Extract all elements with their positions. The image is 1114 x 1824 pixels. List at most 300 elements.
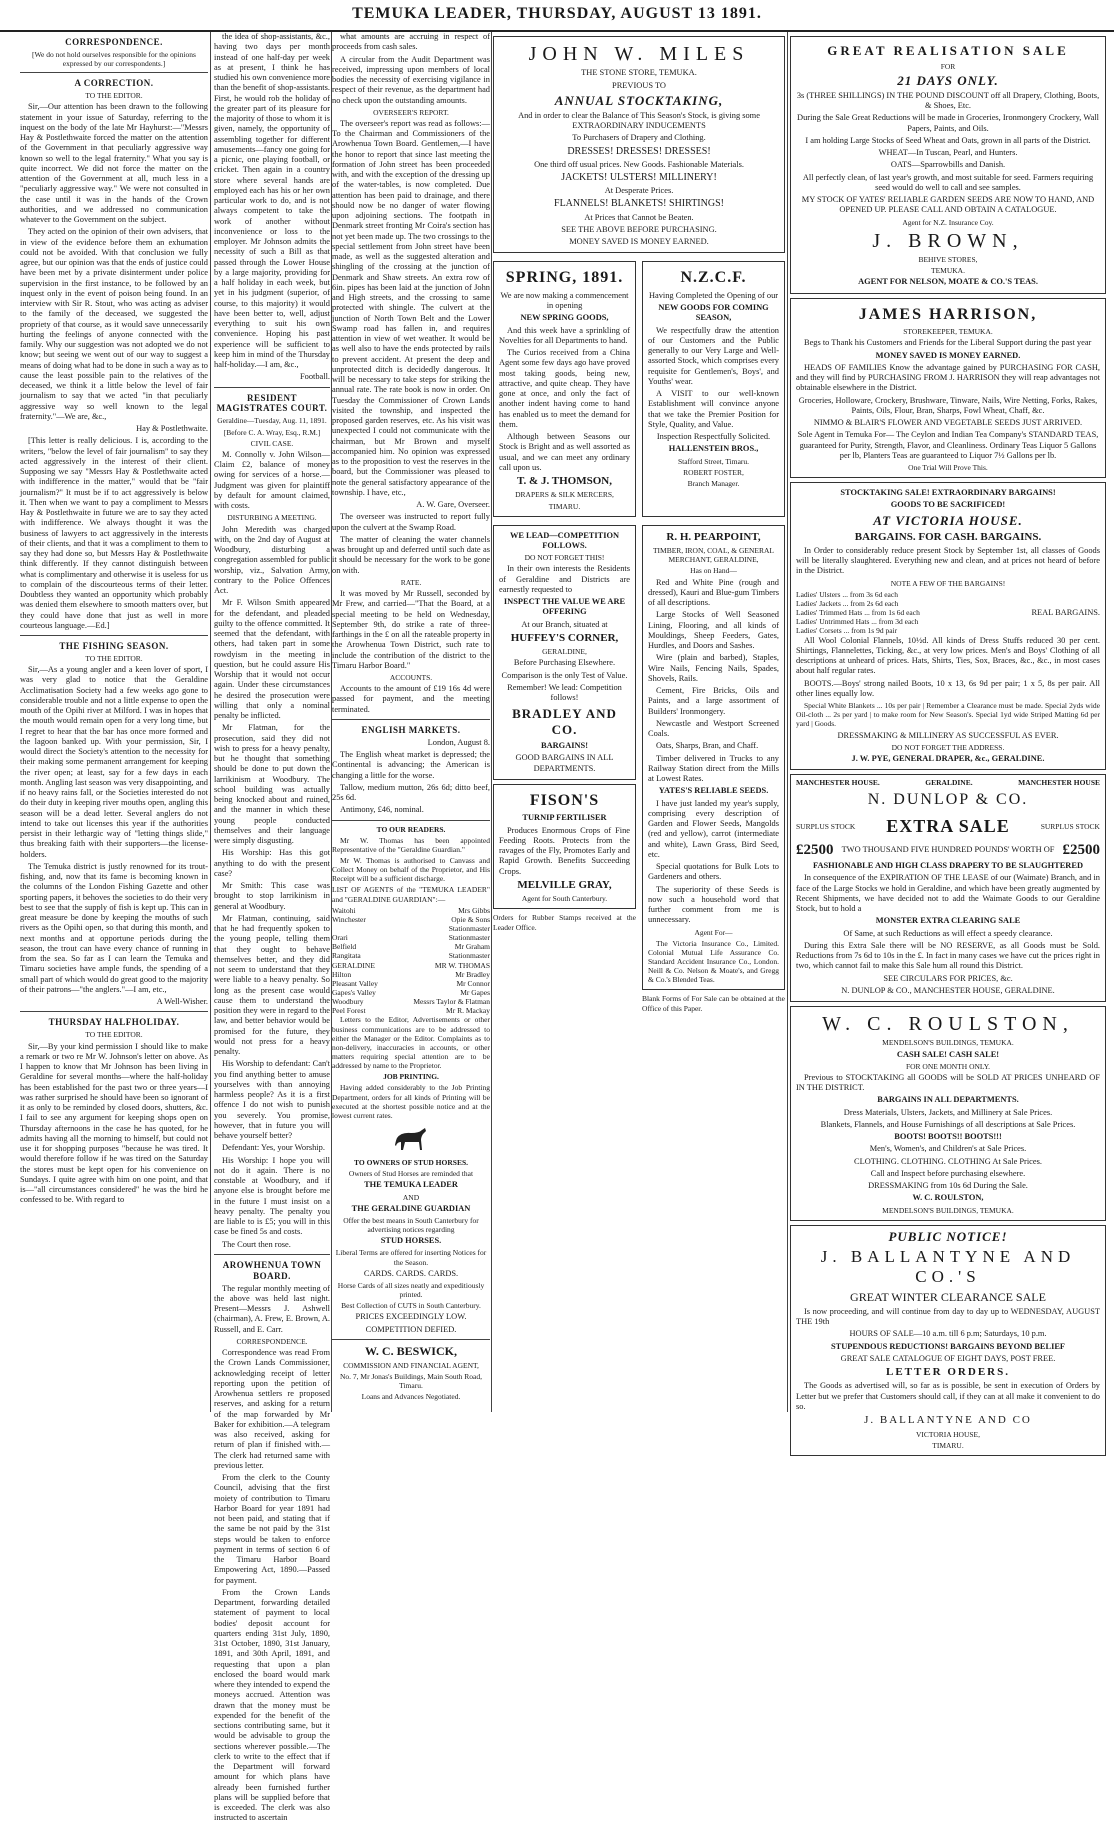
news-paragraph: Accounts to the amount of £19 16s 4d were passed for payment, and the meeting terminated. — [332, 684, 490, 714]
manchester-row — [796, 778, 1100, 787]
section-heading: RESIDENT MAGISTRATES COURT. — [216, 392, 328, 414]
letter-title: A CORRECTION. — [74, 78, 154, 89]
court-before: [Before C. A. Wray, Esq., R.M.] — [223, 427, 321, 437]
news-paragraph: From the clerk to the County Council, advising that the first moiety of contribution to Timaru Harbor Board for year 1891 had not been paid, and stating that if the same be not paid by the 31st steps would be taken to enforce payment in terms of section 6 of the Timaru Harbor Board Empowering Act, 1890.—Passed for payment. — [214, 1473, 330, 1585]
stud-heading: TO OWNERS OF STUD HORSES. — [354, 1158, 468, 1167]
ad-text: DRESSMAKING from 10s 6d During the Sale. — [868, 1181, 1028, 1191]
ad-text: Remember! We lead: Competition follows! — [507, 682, 622, 703]
letter-paragraph: Sir,—By your kind permission I should like to make a remark or two re Mr W. Johnson's letter on above. As I happen to know that Mr Johnson has been living in Geraldine for several months—where the half-holiday has been established for the past two or three years—I was rather surprised he should have been so ignorant of it as only to be reminded by closed doors, shutters, &c. I fail to see any argument for keeping shops open on Thursday afternoons in the case he has quoted, for he admits having all the morning to himself, but could not use it for shopping purposes "because he was tired. It would therefore follow if he was tired on the Saturday the stores must be kept open for his convenience on Sundays. I quite agree with him on one point, and that is—"all circumstances considered" he was the bird he confessed to be. With regard to — [20, 1041, 208, 1205]
bargain-item — [796, 599, 920, 608]
ad-text: One Trial Will Prove This. — [908, 463, 988, 473]
ad-headline: STOCKTAKING SALE! EXTRAORDINARY BARGAINS! — [840, 488, 1056, 498]
agent-row — [332, 970, 490, 979]
stud-text: CARDS. CARDS. CARDS. — [363, 1268, 459, 1278]
agent-name: MR W. THOMAS — [434, 960, 490, 970]
divider — [214, 387, 330, 388]
ad-text: INSPECT THE VALUE WE ARE OFFERING — [503, 597, 626, 617]
ad-text: Blankets, Flannels, and House Furnishings of all descriptions at Sale Prices. — [820, 1119, 1076, 1129]
stud-text: Offer the best means in South Canterbury for advertising notices regarding — [343, 1215, 479, 1235]
ad-text: TURNIP FERTILISER — [522, 813, 607, 823]
agent-place: Pleasant Valley — [332, 978, 378, 988]
news-paragraph: The Court then rose. — [222, 1239, 291, 1249]
ad-text: MONEY SAVED IS MONEY EARNED. — [569, 237, 709, 247]
ad-miles — [493, 36, 785, 253]
ad-text: Branch Manager. — [687, 478, 740, 488]
ad-text: Special quotations for Bulk Lots to Gardeners and others. — [648, 862, 779, 882]
agent-place: GERALDINE — [332, 960, 375, 970]
ad-text: FASHIONABLE AND HIGH CLASS DRAPERY TO BE SLAUGHTERED — [812, 861, 1083, 871]
ad-text: Red and White Pine (rough and dressed), Kauri and Blue-gum Timbers of all descriptions. — [648, 577, 779, 608]
divider — [332, 719, 490, 720]
ad-victoria-house — [790, 482, 1106, 770]
ad-text: DRESSMAKING & MILLINERY AS SUCCESSFUL AS EVER. — [837, 730, 1059, 740]
divider — [20, 635, 208, 636]
stud-text: Owners of Stud Horses are reminded that — [348, 1169, 474, 1179]
ad-text: AGENT FOR NELSON, MOATE & CO.'S TEAS. — [858, 277, 1038, 287]
ad-text: WHEAT—In Tuscan, Pearl, and Hunters. — [878, 148, 1018, 158]
agents-title: LIST OF AGENTS of the "TEMUKA LEADER" and "GERALDINE GUARDIAN":— — [332, 885, 490, 904]
ad-headline: WE LEAD—COMPETITION FOLLOWS. — [509, 530, 620, 551]
ads-right — [642, 521, 785, 1015]
ad-text: Loans and Advances Negotiated. — [361, 1391, 461, 1401]
ad-text: Groceries, Holloware, Crockery, Brushware, Tinware, Nails, Wire Netting, Forks, Rakes, Paints, Oils, Flour, Bran, Sharps, Fowl Wheat, Chaff, &c. — [798, 395, 1098, 415]
letter-to: TO THE EDITOR. — [85, 654, 143, 664]
agent-place: Hilton — [332, 969, 352, 979]
ad-text: In Order to considerably reduce present Stock by September 1st, all classes of Goods will be literally slaughtered. Everything new and clean, and at prices not heard of before in the District. — [796, 545, 1100, 576]
letter-paragraph: The Temuka district is justly renowned for its trout-fishing, and, now that its fame is becoming known in the columns of the London Fishing Gazette and other sporting papers, it behoves the societies to do their very best to see that the supply of fish is kept up. This can in great measure be done by keeping the mouths of such rivers as the Opihi open, so that during this month, and next months and at opportune periods during the season, the trout can have every chance of running in from the sea. So far as I can learn the Temuka and Timaru societies have ample funds, the spending of a small part of which would do great good to the majority of their patrons—"the anglers."—I am, etc., — [20, 861, 208, 994]
stud-text: Horse Cards of all sizes neatly and expeditiously printed. — [337, 1280, 485, 1300]
column-rule — [210, 32, 211, 1412]
ad-text: The superiority of these Seeds is now such a household word that further comment from me is unnecessary. — [648, 884, 779, 925]
leader-dots: ... — [862, 608, 872, 618]
ad-pearpoint — [642, 525, 785, 991]
stud-text: AND — [402, 1192, 420, 1202]
stud-text: THE GERALDINE GUARDIAN — [351, 1203, 471, 1213]
ad-text: MENDELSON'S BUILDINGS, TEMUKA. — [882, 1205, 1014, 1215]
stud-text: PRICES EXCEEDINGLY LOW. — [355, 1312, 467, 1322]
news-paragraph: M. Connolly v. John Wilson—Claim £2, balance of money owing for services of a horse.—Judgment was given for plaintiff by default for amount claimed, with costs. — [214, 449, 330, 511]
advertiser-name: SPRING, 1891. — [505, 269, 624, 287]
ad-text: TIMARU. — [932, 1440, 964, 1450]
agent-place: Winchester — [332, 914, 366, 924]
agent-name: Mr R. Mackay — [446, 1006, 490, 1016]
ad-text: TWO THOUSAND FIVE HUNDRED POUNDS' WORTH OF — [841, 844, 1055, 854]
news-paragraph: His Worship: I hope you will not do it again. There is no constable at Woodbury, and if anyone else is brought before me in the future I must insist on a heavy penalty. The penalty you are liable to is £5; you will in this case be fined 5s and costs. — [214, 1155, 330, 1237]
ad-text: Previous to STOCKTAKING all GOODS will be SOLD AT PRICES UNHEARD OF IN THE DISTRICT. — [796, 1072, 1100, 1093]
ad-headline: BARGAINS. FOR CASH. BARGAINS. — [854, 530, 1042, 543]
leader-dots: ... — [869, 617, 879, 627]
ad-text: In their own interests the Residents of Geraldine and Districts are earnestly requested to — [499, 564, 630, 594]
ad-text: NEW SPRING GOODS, — [520, 313, 609, 323]
advertiser-name: W. C. ROULSTON, — [822, 1013, 1074, 1036]
ad-headline: GOODS TO BE SACRIFICED! — [890, 500, 1006, 510]
agent-place: Peel Forest — [332, 1006, 366, 1016]
ad-text: ROBERT FOSTER, — [683, 467, 744, 477]
editor-note: [This letter is really delicious. I is, according to the writers, "below the level of fair journalism" to say they acted aggressively in the interest of their client. Supposing we say "Messrs Hay & Postlethwaite acted with indifference in the matter," would that be "fair journalism?" It must be if to act aggressively is below it. Then when we want to pay a compliment to Messrs Hay & Postlethwaite in future we are to say they acted with indifference. We always thought it was the business of lawyers to act aggressively in the interests of their clients, and that it was a compliment to them to say they had done so, but Messrs Hay & Postlethwaite think differently. If they cannot distinguish between what is complimentary and otherwise it is useless for us to complain of the discourteous terms of their letter. Doubtless they wanted an opportunity which probably was denied them elsewhere to smooth matters over, but they could have done that just as well in more courteous language.—Ed.] — [20, 436, 208, 630]
letter-paragraph: the idea of shop-assistants, &c., having two days per month instead of one half-day per week as at present, I think he has studied his own convenience more than the benefit of shop-assistants. First, he would rob the holiday of the greater part of its pleasure for the majority of those to whom it is given, namely, the opportunity of assembling together for different amusements—fancy one going for a picnic, one playing football, or cricket. Then again in a country store where several hands are employed each has his or her own particular work to do, and is not always competent to take the work of another without inconvenience or loss to the employer. Mr Johnson admits the necessity of such a Bill as that passed through the Lower House by a large majority, providing for a half holiday in each week, but yet in his judgment (superior, of course, to this majority) it would have been better to, well, adjust everything to suit his own convenience. Hoping his past experience will be sufficient to keep him in mind of the Thursday half-holiday.—I am, &c., — [214, 32, 330, 369]
report-signature: A. W. Gare, Overseer. — [416, 500, 490, 510]
advertiser-name: N. DUNLOP & CO. — [867, 791, 1029, 809]
ad-text: At Prices that Cannot be Beaten. — [584, 212, 694, 222]
ad-text: SEE THE ABOVE BEFORE PURCHASING. — [561, 224, 717, 234]
ad-text: Men's, Women's, and Children's at Sale Prices. — [869, 1144, 1027, 1154]
ad-text: Although between Seasons our Stock is Bright and as well assorted as usual, and we can meet any ordinary call upon us. — [499, 432, 630, 472]
ad-text: And this week have a sprinkling of Novelties for all Departments to hand. — [499, 325, 630, 345]
ad-text: HUFFEY'S CORNER, — [510, 631, 619, 644]
ad-text: DRESSES! DRESSES! DRESSES! — [567, 145, 711, 157]
ad-text: At our Branch, situated at — [521, 619, 608, 629]
news-paragraph: Mr Smith: This case was brought to stop larrikinism in general at Woodbury. — [214, 881, 330, 911]
divider — [332, 1339, 490, 1340]
ad-text: MY STOCK OF YATES' RELIABLE GARDEN SEEDS ARE NOW TO HAND, AND OPENED UP. PLEASE CALL AND OBTAIN A CATALOGUE. — [801, 195, 1095, 215]
ad-text: HEADS OF FAMILIES Know the advantage gained by PURCHASING FOR CASH, and they will find by PURCHASING FROM J. HARRISON they will reap advantages not obtainable elsewhere in the District. — [796, 362, 1100, 393]
ad-text: And in order to clear the Balance of This Season's Stock, is giving some EXTRAORDINARY INDUCEMENTS — [518, 110, 760, 130]
advertiser-name: HALLENSTEIN BROS., — [668, 444, 759, 454]
ad-brown — [790, 36, 1106, 294]
advertiser-name: JOHN W. MILES — [528, 43, 750, 65]
notice-paragraph: Letters to the Editor, Advertisements or other business communications are to be addressed to either the Manager or the Editor. Complaints as to non-delivery, inaccuracies in accounts, or other matters requiring special attention are to be addressed by name to the Proprietor. — [332, 1015, 490, 1071]
divider — [332, 820, 490, 821]
news-paragraph: His Worship to defendant: Can't you find anything better to amuse yourselves with than annoying harmless people? As it is a first offence I do not wish to punish you severely. You promise, however, that in future you will behave yourself better? — [214, 1059, 330, 1140]
ad-text: YATES'S RELIABLE SEEDS. — [658, 786, 769, 796]
agents-list — [332, 906, 490, 1016]
advertiser-name: N.Z.C.F. — [680, 269, 747, 287]
ad-text: During the Sale Great Reductions will be made in Groceries, Ironmongery Crockery, Wall Papers, Paints, and Oils. — [797, 113, 1099, 133]
news-paragraph: The overseer's report was read as follows:—To the Chairman and Commissioners of the Arowhenua Town Board. Gentlemen,—I have the honor to report that since last meeting the formation of John street has been proceeded with, and with the exception of the dressing up of the water-tables, is now completed. Due attention has been paid to drainage, and there should now be no danger of water flowing upon adjoining sections. The footpath in Denmark street fronting Mr Coira's section has not yet been made up. The two crossings to the special settlement from John street have been made, as well as the suggested alteration and shingling of the crossing at the junction of Denmark and Shaw streets. An extra row of 6in. pipes has been laid at the junction of John and High streets, and the crossing to same protected with shingle. The culvert at the junction of North Town Belt and the Lower Swamp road has fallen in, and requires attention in view of wet weather. It would be as well also to have the ends protected by rails to prevent accident. At present the deep and unprotected ditch is decidedly dangerous. It will be necessary to take steps for striking the annual rate. The rate book is now in order. On Tuesday the Commissioner of Crown Lands visited the township, and inspected the proposed garden reserves, etc. As his visit was unexpected I could not communicate with the chairman, but Mr Brown and myself accompanied him. No opinion was expressed as to the proposition to vest the reserves in the board, but the Commissioner was pleased to note the general satisfactory appearance of the township. I have, etc., — [332, 118, 490, 497]
subheading: CORRESPONDENCE. — [236, 1336, 308, 1346]
section-heading: CORRESPONDENCE. — [65, 37, 163, 47]
ad-text: Cement, Fire Bricks, Oils and Paints, and a large assortment of Builders' Ironmongery. — [648, 686, 779, 716]
ad-text: The Victoria Insurance Co., Limited. Colonial Mutual Life Assurance Co. Standard Accident Insurance Co., London. Neill & Co. Nelson & Moate's, and Gregg & Co.'s Blended Teas. — [648, 938, 779, 985]
notice-paragraph: Having added considerably to the Job Printing Department, orders for all kinds of Printing will be executed at the shortest possible notice and at the lowest current rates. — [332, 1083, 490, 1120]
ad-text: Has on Hand— — [690, 566, 737, 576]
agent-row — [332, 915, 490, 924]
section-heading: AROWHENUA TOWN BOARD. — [222, 1259, 322, 1281]
ad-dunlop — [790, 774, 1106, 1002]
news-paragraph: From the Crown Lands Department, forwarding detailed statement of payment to local bodies' deposit account for quarters ending 31st July, 1890, 31st October, 1890, 31st January, 1891, and 30th April, 1891, and requesting that upon a plan enclosed the board would mark where they intended to expend the moneys accrued. Attention was drawn that the money must be expended for the benefit of the sections contributing same, but it would be advisable to group the sections wherever possible.—The clerk to write to the effect that if the Department will forward amount for which plans have already been furnished further plans will be supplied before that is exceeded. The clerk was also instructed to ascertain — [214, 1587, 330, 1823]
ad-text: OATS—Sparrowbills and Danish. — [890, 160, 1006, 170]
news-paragraph: It was moved by Mr Russell, seconded by Mr Frew, and carried—"That the Board, at a special meeting to be held on Wednesday, September 9th, do strike a rate of three-farthings in the £ on all the rateable property in the Arowhenua Town District, such rate to include the contribution of the district to the Timaru Harbor Board." — [332, 589, 490, 670]
bargain-item-price: from 2s 6d each — [850, 599, 899, 609]
ad-text: Wire (plain and barbed), Staples, Wire Nails, Fencing Nails, Spades, Shovels, Rails. — [648, 653, 779, 683]
masthead: TEMUKA LEADER, THURSDAY, AUGUST 13 1891. — [0, 0, 1114, 32]
ad-text: COMMISSION AND FINANCIAL AGENT, — [343, 1360, 479, 1370]
bargain-item-price: from 1s 6d each — [871, 608, 920, 618]
news-paragraph: John Meredith was charged with, on the 2nd day of August at Woodbury, disturbing a congregation assembled for public worship, viz., Salvation Army, contrary to the Police Offences Act. — [214, 524, 330, 595]
ad-text: Of Same, at such Reductions as will effect a speedy clearance. — [843, 928, 1053, 938]
dateline: London, August 8. — [427, 737, 490, 747]
news-paragraph: The overseer was instructed to report fully upon the culvert at the Swamp Road. — [332, 512, 490, 532]
row-item: SURPLUS STOCK — [1040, 822, 1100, 832]
advertiser-name: BRADLEY AND CO. — [512, 706, 617, 738]
news-paragraph: A circular from the Audit Department was received, impressing upon members of local bodies the necessity of exercising vigilance in respect of their revenue, as the department had no check upon the outstanding amounts. — [332, 54, 490, 105]
notice: Blank Forms of For Sale can be obtained at the Office of this Paper. — [642, 994, 785, 1013]
ad-text: BEHIVE STORES, — [918, 255, 978, 265]
ad-text: N. DUNLOP & CO., MANCHESTER HOUSE, GERALDINE. — [841, 985, 1055, 995]
row-item: MANCHESTER HOUSE — [1018, 778, 1100, 788]
ad-text: HOURS OF SALE—10 a.m. till 6 p.m; Saturdays, 10 p.m. — [849, 1329, 1047, 1339]
ad-text: Stafford Street, Timaru. — [677, 456, 750, 466]
bargain-item-price: from 1s 9d pair — [851, 626, 898, 636]
bargain-item-price: from 3d each — [878, 617, 919, 627]
bargain-item-name: Ladies' Trimmed Hats — [796, 608, 863, 618]
subheading: ACCOUNTS. — [389, 673, 433, 683]
ad-headline: GREAT WINTER CLEARANCE SALE — [850, 1290, 1046, 1305]
stud-text: COMPETITION DEFIED. — [365, 1324, 457, 1334]
ad-text: BARGAINS! — [541, 741, 588, 751]
advertiser-name: FISON'S — [529, 791, 600, 809]
ad-text: PREVIOUS TO — [612, 80, 666, 90]
agent-place: Gapes's Valley — [332, 988, 376, 998]
ad-headline: LETTER ORDERS. — [886, 1366, 1010, 1379]
agent-place: Rangitata — [332, 951, 361, 961]
ad-text: MONEY SAVED IS MONEY EARNED. — [875, 350, 1021, 360]
ad-hallenstein — [642, 261, 785, 516]
ad-text: Is now proceeding, and will continue from day to day up to WEDNESDAY, AUGUST THE 19th — [796, 1306, 1100, 1327]
agent-name: Stationmaster — [448, 933, 490, 943]
leader-dots: ... — [841, 626, 852, 636]
agent-row — [332, 997, 490, 1006]
ad-text: Oats, Sharps, Bran, and Chaff. — [656, 741, 759, 751]
column-correspondence — [20, 32, 208, 1412]
ad-headline: EXTRA SALE — [886, 815, 1010, 836]
ad-text: GERALDINE, — [542, 647, 587, 657]
letter-to: TO THE EDITOR. — [85, 91, 143, 101]
ad-text: I am holding Large Stocks of Seed Wheat and Oats, grown in all parts of the District. — [805, 135, 1091, 145]
ad-text: The Curios received from a China Agent some few days ago have proved most taking goods, being new, attractive, and quite cheap. They have gone at once, and only the fact of another indent having come to hand has enabled us to meet the demand for them. — [499, 348, 630, 429]
amount-row — [796, 841, 1100, 859]
agent-name: Messrs Taylor & Flatman — [413, 997, 490, 1007]
stud-text: STUD HORSES. — [380, 1236, 442, 1246]
bargain-item — [796, 590, 920, 599]
ad-text: Begs to Thank his Customers and Friends for the Liberal Support during the past year — [804, 338, 1092, 348]
row-item: MANCHESTER HOUSE. — [796, 778, 880, 788]
notice-paragraph: Mr W. Thomas has been appointed Representative of the "Geraldine Guardian." — [332, 835, 490, 854]
bargain-item — [796, 608, 920, 617]
agent-row — [332, 906, 490, 915]
advertiser-name: W. C. ROULSTON, — [912, 1193, 984, 1203]
ad-text: At Desperate Prices. — [604, 186, 674, 196]
ad-text: THE STONE STORE, TEMUKA. — [581, 68, 697, 78]
news-paragraph: Mr Flatman, for the prosecution, said they did not wish to press for a heavy penalty, but he thought that something should be done to put down the larrikinism at Woodbury. The school building was actually being knocked about and ruined, and the manner in which these young people conducted themselves and their language were simply disgusting. — [214, 723, 330, 845]
ad-text: BOOTS.—Boys' strong nailed Boots, 10 x 13, 6s 9d per pair; 1 x 5, 8s per pair. All other lines equally low. — [796, 678, 1100, 698]
bargain-list — [796, 590, 920, 636]
subheading: CIVIL CASE. — [250, 438, 294, 448]
agent-row — [332, 942, 490, 951]
agent-name: Opie & Sons — [451, 914, 490, 924]
ad-huffey — [493, 525, 636, 780]
leader-dots: ... — [840, 589, 850, 599]
ad-text: During this Extra Sale there will be NO RESERVE, as all Goods must be Sold. Reductions from 7s 6d to 10s in the £. In fact in many cases we have cut the prices right in two, which cannot fail to make this Sale hum all round this District. — [796, 940, 1100, 971]
ad-text: Agent for N.Z. Insurance Coy. — [902, 217, 994, 227]
ad-text: FOR — [940, 61, 956, 71]
ad-text: To Purchasers of Drapery and Clothing. — [572, 133, 706, 143]
bargain-item-name: Ladies' Ulsters — [796, 589, 841, 599]
bargain-item-name: Ladies' Jackets — [796, 599, 841, 609]
bargain-item — [796, 617, 920, 626]
ad-text: 3s (THREE SHILLINGS) IN THE POUND DISCOUNT off all Drapery, Clothing, Boots, & Shoes, Etc. — [796, 90, 1100, 111]
ad-text: FOR ONE MONTH ONLY. — [905, 1061, 991, 1071]
row-item: SURPLUS STOCK — [796, 822, 856, 832]
advertiser-name: W. C. BESWICK, — [365, 1343, 457, 1358]
news-paragraph: The matter of cleaning the water channels was brought up and deferred until such date as it should be necessary for the work to be gone on with. — [332, 534, 490, 575]
ad-text: NIMMO & BLAIR'S FLOWER AND VEGETABLE SEEDS JUST ARRIVED. — [813, 418, 1083, 428]
disclaimer: [We do not hold ourselves responsible for the opinions expressed by our correspondents.] — [32, 49, 196, 69]
advertiser-name: J. BALLANTYNE AND CO — [864, 1414, 1032, 1427]
ad-headline: MONSTER EXTRA CLEARING SALE — [875, 916, 1021, 926]
divider — [20, 72, 208, 73]
agent-row — [332, 961, 490, 970]
subheading: RATE. — [400, 577, 422, 587]
section-heading: JOB PRINTING. — [383, 1072, 439, 1082]
ad-text: Agent For— — [694, 927, 733, 937]
letter-paragraph: Sir,—Our attention has been drawn to the following statement in your issue of Saturday, referring to the inquest on the body of the late Mr Hayhurst:—"Messrs Hay & Postlethwaite forced the matter on the attention of the Government in that peculiarly aggressive way known so well to the legal fraternity." What you say is quite incorrect. We did not force the matter on the attention of the Government at all, much less in a "peculiarly aggressive way." We were not consulted in the case until it was in the hands of the Crown authorities, and we addressed no communication whatever to the Government on the subject. — [20, 102, 208, 225]
ad-text: One third off usual prices. New Goods. Fashionable Materials. — [534, 159, 744, 169]
stud-text: Best Collection of CUTS in South Canterbury. — [341, 1301, 481, 1311]
ad-text: GREAT SALE CATALOGUE OF EIGHT DAYS, POST FREE. — [840, 1353, 1056, 1363]
ad-text: Produces Enormous Crops of Fine Feeding Roots. Protects from the ravages of the Fly, Promotes Early and Rapid Growth. Benefits Succeeding Crops. — [499, 825, 630, 876]
letter-paragraph: They acted on the opinion of their own advisers, that in view of the evidence before them an exhumation could not be avoided. With that conclusion we fully agree, but our opinion was that the ends of justice could have been met by a private disinterment under police supervision in the first instance, to be followed by an inquest only in the event of poison being found. In an interview with Sir R. Stout, who was acting as adviser to the family of the deceased, we suggested the propriety of that course, as it would save unnecessarily hurting the feelings of anyone connected with the family. Why our suggestion was not adopted we do not know; but seeing we went out of our way to suggest a means of doing what had to be done in such a way as to cause the least possible pain to the relatives of the deceased, we think it a little below the level of fair journalism to say that we acted "in that peculiarly aggressive way so well known to the legal fraternity."—We are, &c., — [20, 227, 208, 421]
column-rule — [491, 32, 492, 1412]
agent-row — [332, 1006, 490, 1015]
advertiser-name: J. BALLANTYNE AND CO.'S — [820, 1246, 1076, 1287]
section-heading: ENGLISH MARKETS. — [361, 724, 461, 735]
agent-row — [332, 979, 490, 988]
ad-text: A VISIT to our well-known Establishment will convince anyone that we take the Premier Position for Style, Quality, and Value. — [648, 389, 779, 429]
notice: Orders for Rubber Stamps received at the Leader Office. — [493, 913, 636, 932]
news-paragraph: Tallow, medium mutton, 26s 6d; ditto beef, 25s 6d. — [332, 782, 490, 803]
ad-text: Dress Materials, Ulsters, Jackets, and Millinery at Sale Prices. — [843, 1107, 1053, 1117]
notice-paragraph: Mr W. Thomas is authorised to Canvass and Collect Money on behalf of the Proprietor, and His Receipt will be a sufficient discharge. — [332, 856, 490, 884]
letter-paragraph: Sir,—As a young angler and a keen lover of sport, I was very glad to notice that the Geraldine Acclimatisation Society had a few weeks ago gone to considerable trouble and not a little expense to open the mouth of the Opihi river at Milford. I was in hopes that the mouth would remain open for a very long time, but I regret to hear that the bar has once more formed and the lagoon banked up. With your permission, Sir, I would direct the Society's attention to the necessity for their making some permanent arrangement for keeping the river open; at least, say for a few days in each month. Angling last season was very disappointing, and if no heavy rains fall, or the Societies interested do not do their duty in keeping river mouths open, angling this season will be a dead letter. Several anglers do not intend to take out licenses this year if the authorities persist in their lethargic way of "letting things slide," thus breaking faith with their supporters—the license-holders. — [20, 665, 208, 859]
agent-name: Stationmaster — [448, 951, 490, 961]
letter-to: TO THE EDITOR. — [85, 1030, 143, 1040]
leader-dots: ... — [840, 599, 851, 609]
agent-row — [332, 988, 490, 997]
news-paragraph: The English wheat market is depressed; the Continental is advancing; the American is changing a little for the worse. — [332, 750, 490, 780]
agent-row — [332, 951, 490, 960]
column-ads-2 — [790, 32, 1106, 1450]
ad-harrison — [790, 298, 1106, 479]
bargain-block — [796, 590, 1100, 636]
ad-headline: GREAT REALISATION SALE — [827, 43, 1069, 58]
ad-text: GOOD BARGAINS IN ALL DEPARTMENTS. — [515, 753, 614, 773]
ad-text: VICTORIA HOUSE, — [915, 1429, 981, 1439]
news-paragraph: The regular monthly meeting of the above was held last night. Present—Messrs J. Ashwell (chairman), A. Frew, E. Brown, A. Russell, and E. Carr. — [214, 1283, 330, 1334]
ad-headline: BOOTS! BOOTS!! BOOTS!!! — [894, 1132, 1002, 1142]
column-ads-1 — [493, 32, 785, 1412]
ad-text: Comparison is the only Test of Value. — [501, 670, 628, 680]
agent-name: Stationmaster — [448, 924, 490, 934]
advertiser-name: J. BROWN, — [872, 229, 1024, 252]
letter-title: THURSDAY HALFHOLIDAY. — [48, 1017, 180, 1028]
divider — [20, 1011, 208, 1012]
ad-headline: STUPENDOUS REDUCTIONS! BARGAINS BEYOND BELIEF — [830, 1341, 1066, 1351]
ad-text: Timber delivered in Trucks to any Railway Station direct from the Mills at Lowest Rates. — [648, 753, 779, 784]
row-item: GERALDINE. — [925, 778, 973, 788]
ad-headline: AT VICTORIA HOUSE. — [873, 512, 1023, 528]
agent-row — [332, 924, 490, 933]
ad-headline: BARGAINS IN ALL DEPARTMENTS. — [877, 1095, 1019, 1105]
agent-row — [332, 933, 490, 942]
ad-text: DO NOT FORGET THIS! — [524, 553, 605, 563]
amount: £2500 — [796, 841, 834, 858]
advertiser-name: MELVILLE GRAY, — [517, 878, 612, 891]
ad-text: Large Stocks of Well Seasoned Lining, Flooring, and all kinds of Mouldings, Sheep Feeders, Gates, Hurdles, and Doors and Sashes. — [648, 610, 779, 651]
ad-text: TEMUKA. — [931, 266, 965, 276]
agent-place: Waitohi — [332, 905, 356, 915]
bargain-item-price: from 3s 6d each — [849, 589, 898, 599]
agent-place: Orari — [332, 933, 348, 943]
ad-headline: CASH SALE! CASH SALE! — [896, 1049, 1000, 1059]
ad-text: All Wool Colonial Flannels, 10½d. All kinds of Dress Stuffs reduced 30 per cent. Shirtings, Flannelettes, Ticking, &c., at very low prices. Men's and Boys' Clothing of all descriptions at unheard of prices. Hats, Shirts, Ties, Sox, Braces, &c., &c., in most cases about half regular rates. — [796, 635, 1100, 676]
agent-place: Woodbury — [332, 997, 364, 1007]
ad-text: Inspection Respectfully Solicited. — [656, 432, 771, 442]
agent-name: Mr Gapes — [460, 988, 490, 998]
news-paragraph: Defendant: Yes, your Worship. — [222, 1143, 325, 1153]
agent-name: Mr Connor — [456, 978, 490, 988]
ad-text: NEW GOODS FOR COMING SEASON, — [658, 303, 769, 323]
ad-text: DO NOT FORGET THE ADDRESS. — [891, 742, 1005, 752]
bargain-item-name: Ladies' Untrimmed Hats — [796, 617, 870, 627]
ad-headline: ANNUAL STOCKTAKING, — [554, 92, 724, 108]
ad-text: Having Completed the Opening of our — [648, 290, 779, 300]
advertiser-name: JAMES HARRISON, — [858, 305, 1038, 323]
column-news-2 — [332, 32, 490, 1412]
ad-text: TIMARU. — [548, 501, 581, 511]
news-paragraph: Mr F. Wilson Smith appeared for the defendant, and pleaded guilty to the offence committed. It seemed that the defendant, with others, had taken part in some rowdyism in the meeting in question, but he could assure His Worship that it would not occur again. Under these circumstances he desired the prosecution were willing that only a nominal penalty be inflicted. — [214, 598, 330, 720]
news-paragraph: Correspondence was read From the Crown Lands Commissioner, acknowledging receipt of letter reporting upon the petition of Arowhenua settlers re proposed reserves, and asking for a return of the map forwarded by Mr Baker for exhibition.—A telegram was also received, asking for return of plan if finished with.—The clerk had returned same with previous letter. — [214, 1348, 330, 1470]
bargain-item-name: Ladies' Corsets — [796, 626, 842, 636]
ad-text: We are now making a commencement in opening — [500, 290, 629, 311]
news-paragraph: Antimony, £46, nominal. — [340, 805, 424, 815]
ad-text: FLANNELS! BLANKETS! SHIRTINGS! — [554, 198, 724, 210]
ad-headline: PUBLIC NOTICE! — [888, 1228, 1008, 1244]
horse-illustration — [391, 1124, 431, 1154]
ad-ballantyne — [790, 1225, 1106, 1456]
court-date: Geraldine—Tuesday, Aug. 11, 1891. — [217, 416, 327, 426]
agent-place: Belfield — [332, 942, 357, 952]
news-paragraph: Mr Flatman, continuing, said that he had frequently spoken to the young people, telling them that they ought to behave themselves better, and they did not seem to understand that they were liable to a heavy penalty. So long as the present case would cause them to understand the position they were in regard to the law, and better behavior would be promised for the future, they would not press for a heavy penalty. — [214, 913, 330, 1056]
ad-text: TIMBER, IRON, COAL, & GENERAL MERCHANT, GERALDINE, — [652, 546, 775, 565]
ad-text: Special White Blankets ... 10s per pair | Remember a Clearance must be made. Special 2yds wide Oil-cloth ... 2s per yard | to make room for New Season's. Special 1yd wide Striped Matting 6d per yard | Goods. — [796, 701, 1100, 729]
amount: £2500 — [1062, 841, 1100, 858]
agent-name: Mr Graham — [454, 942, 490, 952]
ad-text: In consequence of the EXPIRATION OF THE LEASE of our (Waimate) Branch, and in face of the Large Stocks we hold in Geraldine, and which have been greatly augmented by Recent Shipments, we have decided not to add the Waimate Goods to our Geraldine Stock, but to hold a — [796, 873, 1100, 914]
subheading: OVERSEER'S REPORT. — [373, 107, 449, 117]
news-paragraph: His Worship: Has this got anything to do with the present case? — [214, 848, 330, 878]
agent-name: Mr Bradley — [455, 969, 490, 979]
ad-text: No. 7, Mr Jonas's Buildings, Main South Road, Timaru. — [340, 1371, 482, 1390]
subheading: DISTURBING A MEETING. — [227, 513, 317, 523]
letter-signature: Hay & Postlethwaite. — [136, 424, 208, 434]
section-heading: TO OUR READERS. — [376, 824, 446, 834]
stud-text: Liberal Terms are offered for inserting Notices for the Season. — [335, 1248, 487, 1267]
ad-text: We respectfully draw the attention of our Customers and the Public generally to our Very Large and Well-assorted Stock, which comprises every requisite for Gentlemen's, Boys', and Youths' wear. — [648, 325, 779, 386]
ad-headline: 21 DAYS ONLY. — [897, 73, 999, 88]
advertiser-name: T. & J. THOMSON, — [517, 475, 612, 488]
bargain-item — [796, 626, 920, 635]
ad-text: JACKETS! ULSTERS! MILLINERY! — [561, 171, 717, 183]
column-news — [214, 32, 330, 1823]
ad-text: All perfectly clean, of last year's growth, and most suitable for seed. Farmers requiring seed would do well to call and see samples. — [802, 172, 1094, 192]
ad-thomson — [493, 261, 636, 516]
ad-text: NOTE A FEW OF THE BARGAINS! — [890, 578, 1006, 588]
ad-text: The Goods as advertised will, so far as is possible, be sent in execution of Orders by Letter but we prefer that Customers should call, if they can at all make it convenient to do so. — [796, 1381, 1100, 1411]
agent-name: Mrs Gibbs — [458, 905, 490, 915]
advertiser-name: R. H. PEARPOINT, — [666, 530, 761, 543]
news-paragraph: what amounts are accruing in respect of proceeds from cash sales. — [332, 32, 490, 52]
